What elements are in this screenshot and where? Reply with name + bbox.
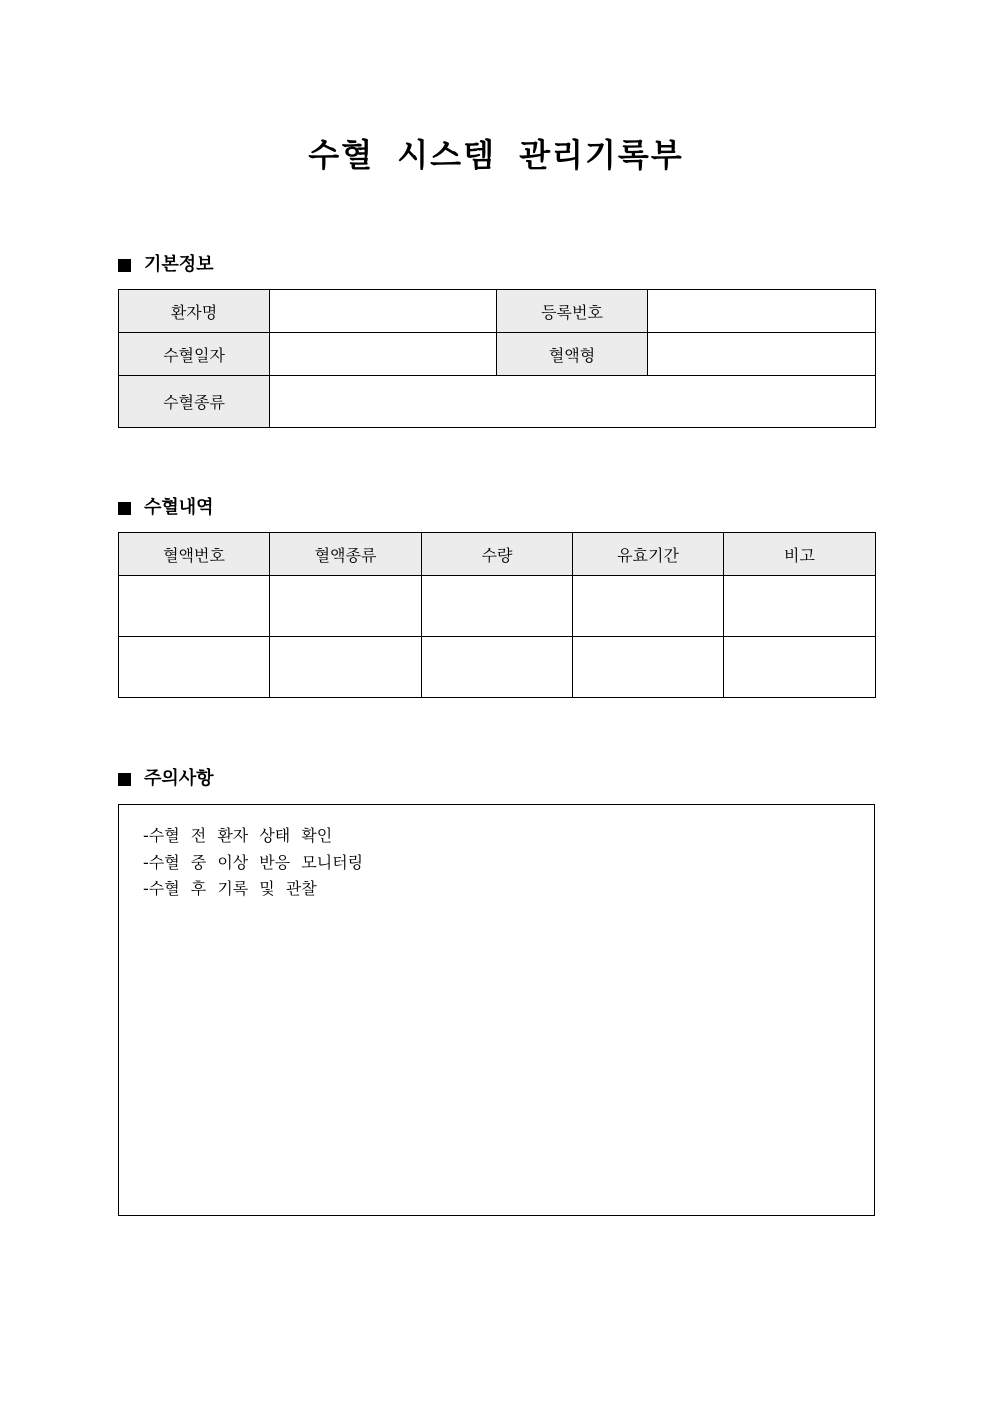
table-cell[interactable] <box>573 637 724 698</box>
table-cell[interactable] <box>422 576 573 637</box>
table-cell[interactable] <box>724 576 876 637</box>
section-heading-label: 수혈내역 <box>144 497 214 518</box>
patient-name-label: 환자명 <box>119 290 270 333</box>
blood-type-label: 혈액형 <box>497 333 648 376</box>
list-item: -수혈 중 이상 반응 모니터링 <box>143 852 364 872</box>
section-heading-transfusion-details <box>118 495 214 521</box>
list-item: -수혈 전 환자 상태 확인 <box>143 826 333 845</box>
table-row <box>119 637 876 698</box>
square-bullet-icon <box>118 502 131 515</box>
transfusion-date-field[interactable] <box>270 333 497 376</box>
section-heading-label: 기본정보 <box>144 254 214 275</box>
column-header-blood-number: 혈액번호 <box>119 533 270 576</box>
precautions-list <box>119 805 874 903</box>
square-bullet-icon <box>118 773 131 786</box>
registration-number-field[interactable] <box>648 290 876 333</box>
column-header-blood-kind: 혈액종류 <box>270 533 422 576</box>
blood-type-field[interactable] <box>648 333 876 376</box>
precautions-box[interactable] <box>118 804 875 1216</box>
patient-name-field[interactable] <box>270 290 497 333</box>
table-cell[interactable] <box>724 637 876 698</box>
table-cell[interactable] <box>270 576 422 637</box>
transfusion-kind-field[interactable] <box>270 376 876 428</box>
square-bullet-icon <box>118 259 131 272</box>
list-item: -수혈 후 기록 및 관찰 <box>143 879 317 898</box>
table-cell[interactable] <box>119 576 270 637</box>
column-header-quantity: 수량 <box>422 533 573 576</box>
column-header-expiry-date: 유효기간 <box>573 533 724 576</box>
table-row <box>119 576 876 637</box>
table-cell[interactable] <box>270 637 422 698</box>
section-heading-precautions <box>118 766 214 792</box>
section-heading-basic-info <box>118 252 214 278</box>
section-heading-label: 주의사항 <box>144 768 214 789</box>
page-title: 수혈 시스템 관리기록부 <box>308 136 684 174</box>
column-header-remarks: 비고 <box>724 533 876 576</box>
table-header-row <box>119 533 876 576</box>
table-cell[interactable] <box>573 576 724 637</box>
transfusion-details-table <box>118 532 876 698</box>
registration-number-label: 등록번호 <box>497 290 648 333</box>
transfusion-date-label: 수혈일자 <box>119 333 270 376</box>
table-cell[interactable] <box>422 637 573 698</box>
table-cell[interactable] <box>119 637 270 698</box>
transfusion-kind-label: 수혈종류 <box>119 376 270 428</box>
basic-info-table <box>118 289 876 428</box>
